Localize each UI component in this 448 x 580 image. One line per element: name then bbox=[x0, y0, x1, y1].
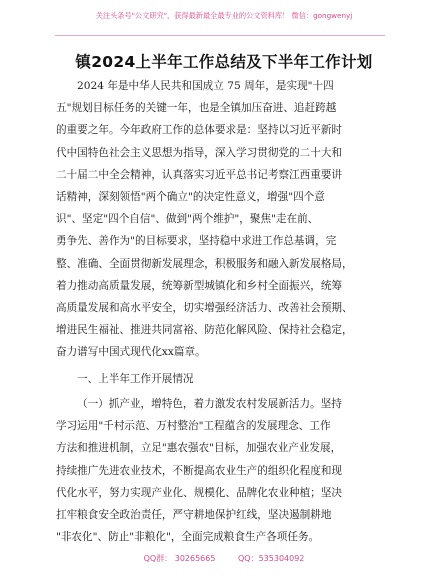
qq-group-text: QQ群： 30265665 bbox=[143, 554, 216, 563]
footer-contact bbox=[0, 553, 448, 564]
banner-text: 关注头条号"公文研究"，获得最新最全最专业的公文资料库！ 微信：gongwenyj bbox=[95, 11, 353, 20]
text-line: 学习运用"千村示范、万村整治"工程蕴含的发展理念、工作 bbox=[56, 420, 331, 433]
text-line: 的重要之年。今年政府工作的总体要求是：坚持以习近平新时 bbox=[56, 124, 343, 137]
text-line: 话精神，深刻领悟"两个确立"的决定性意义，增强"四个意 bbox=[56, 191, 325, 204]
header-divider bbox=[55, 35, 385, 36]
text-line: 着力推动高质量发展，统筹新型城镇化和乡村全面振兴，统筹 bbox=[56, 279, 343, 292]
text-line: 2024 年是中华人民共和国成立 75 周年，是实现"十四 bbox=[77, 80, 334, 92]
section-heading: 一、上半年工作开展情况 bbox=[77, 373, 194, 385]
text-line: 二十届二中全会精神，认真落实习近平总书记考察江西重要讲 bbox=[56, 168, 343, 181]
text-line: 五"规划目标任务的关键一年，也是全镇加压奋进、追赶跨越 bbox=[56, 102, 337, 115]
text-line: 代化水平，努力实现产业化、规模化、品牌化农业种植；坚决 bbox=[56, 486, 343, 499]
text-line: 扛牢粮食安全政治责任，严守耕地保护红线，坚决遏制耕地 bbox=[56, 509, 332, 522]
text-line: 方法和推进机制，立足"惠农强农"目标，加强农业产业发展， bbox=[56, 442, 342, 455]
text-line: 识"、坚定"四个自信"、做到"两个维护"，聚焦"走在前、 bbox=[56, 213, 319, 226]
text-line: 整、准确、全面贯彻新发展理念，积极服务和融入新发展格局， bbox=[56, 257, 353, 270]
text-line: 增进民生福祉、推进共同富裕、防范化解风险、保持社会稳定， bbox=[56, 324, 353, 337]
header-banner bbox=[84, 10, 364, 21]
text-line: （一）抓产业，增特色，着力激发农村发展新活力。坚持 bbox=[77, 398, 342, 410]
subsection-paragraph bbox=[56, 393, 396, 548]
document-title: 镇2024上半年工作总结及下半年工作计划 bbox=[75, 53, 373, 71]
text-line: "非农化"、防止"非粮化"，全面完成粮食生产各项任务。 bbox=[56, 531, 320, 544]
text-line: 持续推广先进农业技术，不断提高农业生产的组织化程度和现 bbox=[56, 464, 343, 477]
text-line: 代中国特色社会主义思想为指导，深入学习贯彻党的二十大和 bbox=[56, 146, 343, 159]
text-line: 勇争先、善作为"的目标要求，坚持稳中求进工作总基调，完 bbox=[56, 235, 337, 248]
text-line: 奋力谱写中国式现代化xx篇章。 bbox=[56, 346, 206, 359]
intro-paragraph bbox=[56, 75, 396, 364]
text-line: 高质量发展和高水平安全，切实增强经济活力、改善社会预期、 bbox=[56, 302, 353, 315]
qq-text: QQ：535304092 bbox=[238, 554, 305, 563]
